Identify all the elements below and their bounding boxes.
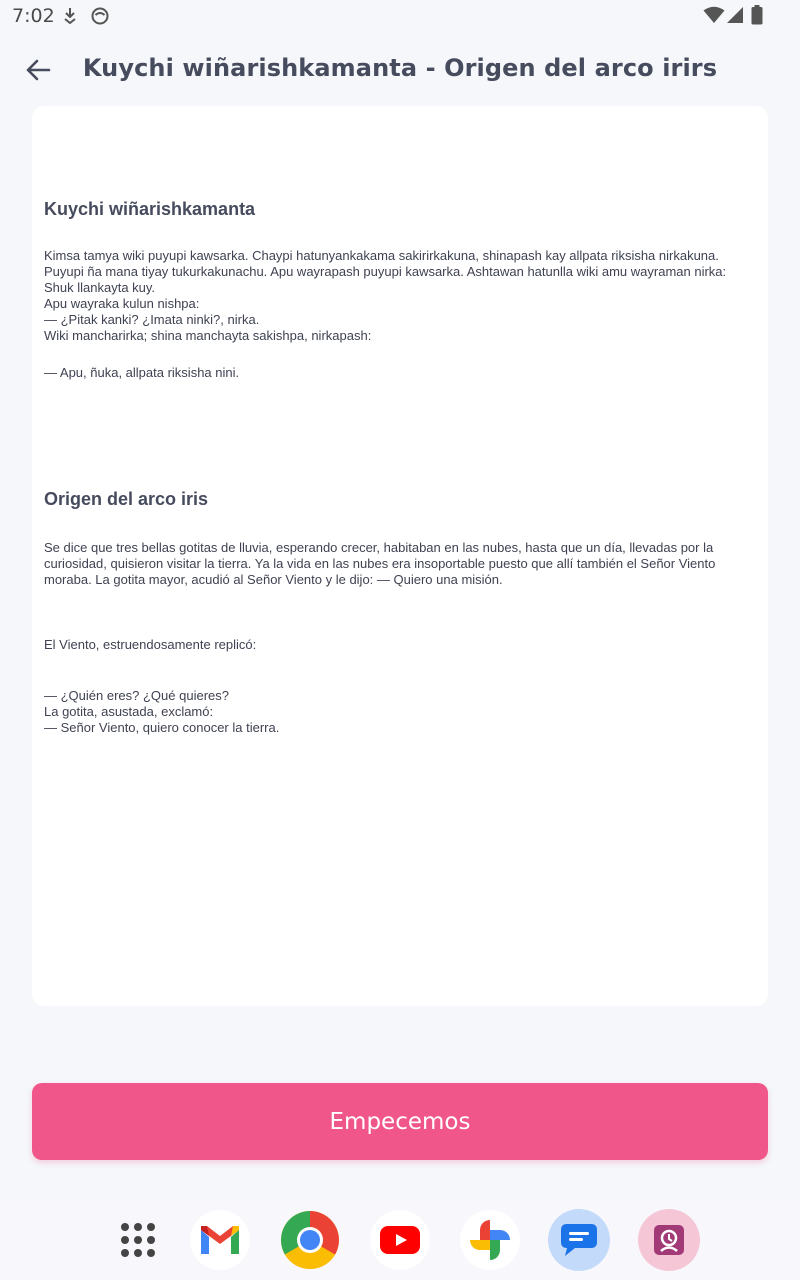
chrome-icon <box>280 1210 340 1270</box>
youtube-icon <box>379 1225 421 1255</box>
dock-app-drawer[interactable] <box>108 1210 168 1270</box>
dock-app-photos[interactable] <box>460 1210 520 1270</box>
download-status-icon <box>63 7 77 25</box>
app-drawer-icon <box>120 1222 156 1258</box>
dock-app-other[interactable] <box>638 1209 700 1271</box>
spanish-line: — Señor Viento, quiero conocer la tierra. <box>44 720 280 735</box>
gmail-icon <box>199 1224 241 1256</box>
photos-icon <box>468 1218 512 1262</box>
page-title: Kuychi wiñarishkamanta - Origen del arco irirs <box>82 54 718 82</box>
arrow-left-icon <box>25 58 51 82</box>
messages-icon <box>559 1222 599 1258</box>
spanish-line: La gotita, asustada, exclamó: <box>44 704 214 719</box>
back-button[interactable] <box>18 50 58 90</box>
status-bar <box>0 0 800 32</box>
wifi-icon <box>703 6 725 24</box>
spanish-heading: Origen del arco iris <box>44 489 209 509</box>
status-time: 7:02 <box>12 5 55 27</box>
quechua-heading: Kuychi wiñarishkamanta <box>44 199 256 219</box>
app-dock <box>0 1200 800 1280</box>
dock-app-messages[interactable] <box>548 1209 610 1271</box>
app-icon <box>653 1224 685 1256</box>
quechua-paragraph: Kimsa tamya wiki puyupi kawsarka. Chaypi hatunyankakama sakirirkakuna, shinapash kay allpata riksisha nirkakuna. Puyupi ña mana tiyay tukurkakunachu. Apu wayrapash puyupi kawsarka. Ashtawan hatunlla wiki amu wayraman nirka: Shuk llankayta kuy. <box>44 248 727 295</box>
spanish-paragraph: Se dice que tres bellas gotitas de lluvia, esperando crecer, habitaban en las nubes, hasta que un día, llevadas por la curiosidad, quisieron visitar la tierra. Ya la vida en las nubes era insoportable puesto que allí también el Señor Viento moraba. La gotita mayor, acudió al Señor Viento y le dijo: — Quiero una misión. <box>44 540 716 587</box>
battery-icon <box>751 5 763 25</box>
signal-icon <box>726 6 744 24</box>
spanish-line: — ¿Quién eres? ¿Qué quieres? <box>44 688 229 703</box>
quechua-line: Wiki mancharirka; shina manchayta sakishpa, nirkapash: <box>44 328 372 343</box>
quechua-line: — Apu, ñuka, allpata riksisha nini. <box>44 365 240 380</box>
dock-app-youtube[interactable] <box>370 1210 430 1270</box>
story-card <box>32 106 768 1006</box>
dock-app-chrome[interactable] <box>280 1210 340 1270</box>
quechua-line: Apu wayraka kulun nishpa: <box>44 296 200 311</box>
dock-app-gmail[interactable] <box>190 1210 250 1270</box>
app-status-icon <box>91 7 109 25</box>
header <box>0 40 800 100</box>
start-button[interactable]: Empecemos <box>32 1083 768 1160</box>
quechua-line: — ¿Pitak kanki? ¿Imata ninki?, nirka. <box>44 312 260 327</box>
spanish-line: El Viento, estruendosamente replicó: <box>44 637 257 652</box>
